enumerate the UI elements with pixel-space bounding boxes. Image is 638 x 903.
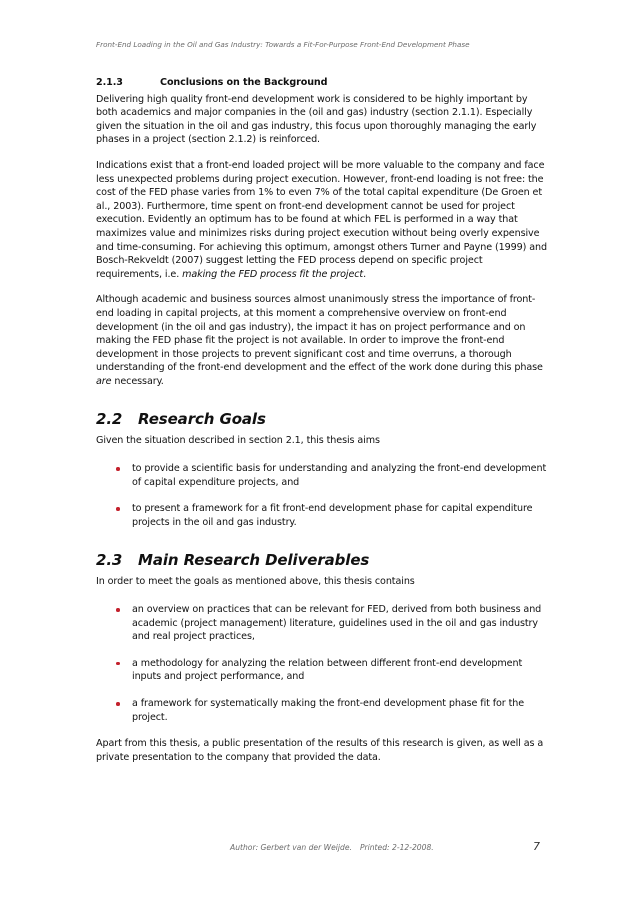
paragraph-3-end: necessary. — [111, 375, 164, 387]
section-number: 2.2 — [96, 410, 123, 429]
section-heading-2-3 — [96, 551, 550, 569]
section-number: 2.3 — [96, 551, 123, 570]
subsection-title: Conclusions on the Background — [160, 77, 328, 88]
bullet-icon — [116, 467, 120, 471]
paragraph-1: Delivering high quality front-end development work is considered to be highly important by both academics and major companies in the (oil and gas) industry (section 2.1.1). Especially given the situation in the oil and gas industry, this focus upon thoroughly managing the early phases in a project (section 2.1.2) is reinforced. — [96, 93, 537, 146]
paragraph-2 — [96, 159, 550, 281]
paragraph-2-end: . — [363, 268, 367, 280]
page-number: 7 — [533, 840, 540, 853]
paragraph-2-emphasis: making the FED process fit the project — [182, 268, 364, 280]
closing-paragraph: Apart from this thesis, a public presentation of the results of this research is given, as well as a private presentation to the company that provided the data. — [96, 738, 544, 763]
research-goals-intro: Given the situation described in section 2.1, this thesis aims — [96, 435, 380, 447]
section-title: Research Goals — [138, 410, 266, 429]
paragraph-3 — [96, 293, 550, 388]
research-goals-list — [96, 462, 550, 529]
list-item-text: to present a framework for a fit front-end development phase for capital expenditure projects in the oil and gas industry. — [132, 503, 533, 528]
bullet-icon — [116, 702, 120, 706]
page-content — [96, 76, 550, 776]
list-item-text: a methodology for analyzing the relation between different front-end development inputs and project performance, and — [132, 657, 523, 683]
footer-printed-date: Printed: 2-12-2008. — [359, 843, 434, 852]
deliverables-intro: In order to meet the goals as mentioned above, this thesis contains — [96, 576, 415, 588]
subsection-number: 2.1.3 — [96, 77, 123, 88]
paragraph-2-text: Indications exist that a front-end loaded project will be more valuable to the company and face less unexpected problems during project execution. However, front-end loading is not free: the cost of the FED phase varies from 1% to even 7% of the total capital expenditure (De Groen et al., 2003). Furthermore, time spent on front-end development cannot be used for project execution. Evidently an optimum has to be found at which FEL is performed in a way that maximizes value and minimizes risks during project execution without being overly expensive and time-consuming. For achieving this optimum, amongst others Turner and Payne (1999) and Bosch-Rekveldt (2007) suggest letting the FED process depend on specific project requirements, i.e. — [96, 159, 547, 280]
bullet-icon — [116, 507, 120, 511]
list-item-text: to provide a scientific basis for understanding and analyzing the front-end development of capital expenditure projects, and — [132, 463, 547, 488]
list-item-text: an overview on practices that can be relevant for FED, derived from both business and academic (project management) literature, guidelines used in the oil and gas industry and real project practices, — [132, 604, 542, 643]
deliverables-list — [96, 603, 550, 724]
list-item — [96, 502, 550, 529]
list-item-text: a framework for systematically making the front-end development phase fit for the project. — [132, 698, 525, 723]
list-item — [96, 697, 550, 724]
footer-author: Author: Gerbert van der Weijde. — [230, 843, 352, 852]
paragraph-3-emphasis: are — [96, 375, 112, 387]
bullet-icon — [116, 662, 120, 666]
list-item — [96, 603, 550, 644]
section-heading-2-2 — [96, 410, 550, 428]
section-title: Main Research Deliverables — [138, 551, 370, 570]
bullet-icon — [116, 608, 120, 612]
list-item — [96, 462, 550, 489]
running-header: Front-End Loading in the Oil and Gas Industry: Towards a Fit-For-Purpose Front-End Development Phase — [96, 40, 470, 49]
page-footer — [230, 843, 550, 852]
paragraph-3-text: Although academic and business sources almost unanimously stress the importance of front-end loading in capital projects, at this moment a comprehensive overview on front-end development (in the oil and gas industry), the impact it has on project performance and on making the FED phase fit the project is not available. In order to improve the front-end development in those projects to prevent significant cost and time overruns, a thorough understanding of the front-end development and the effect of the work done during this phase — [96, 294, 543, 374]
subsection-heading-2-1-3 — [96, 76, 550, 90]
list-item — [96, 657, 550, 684]
